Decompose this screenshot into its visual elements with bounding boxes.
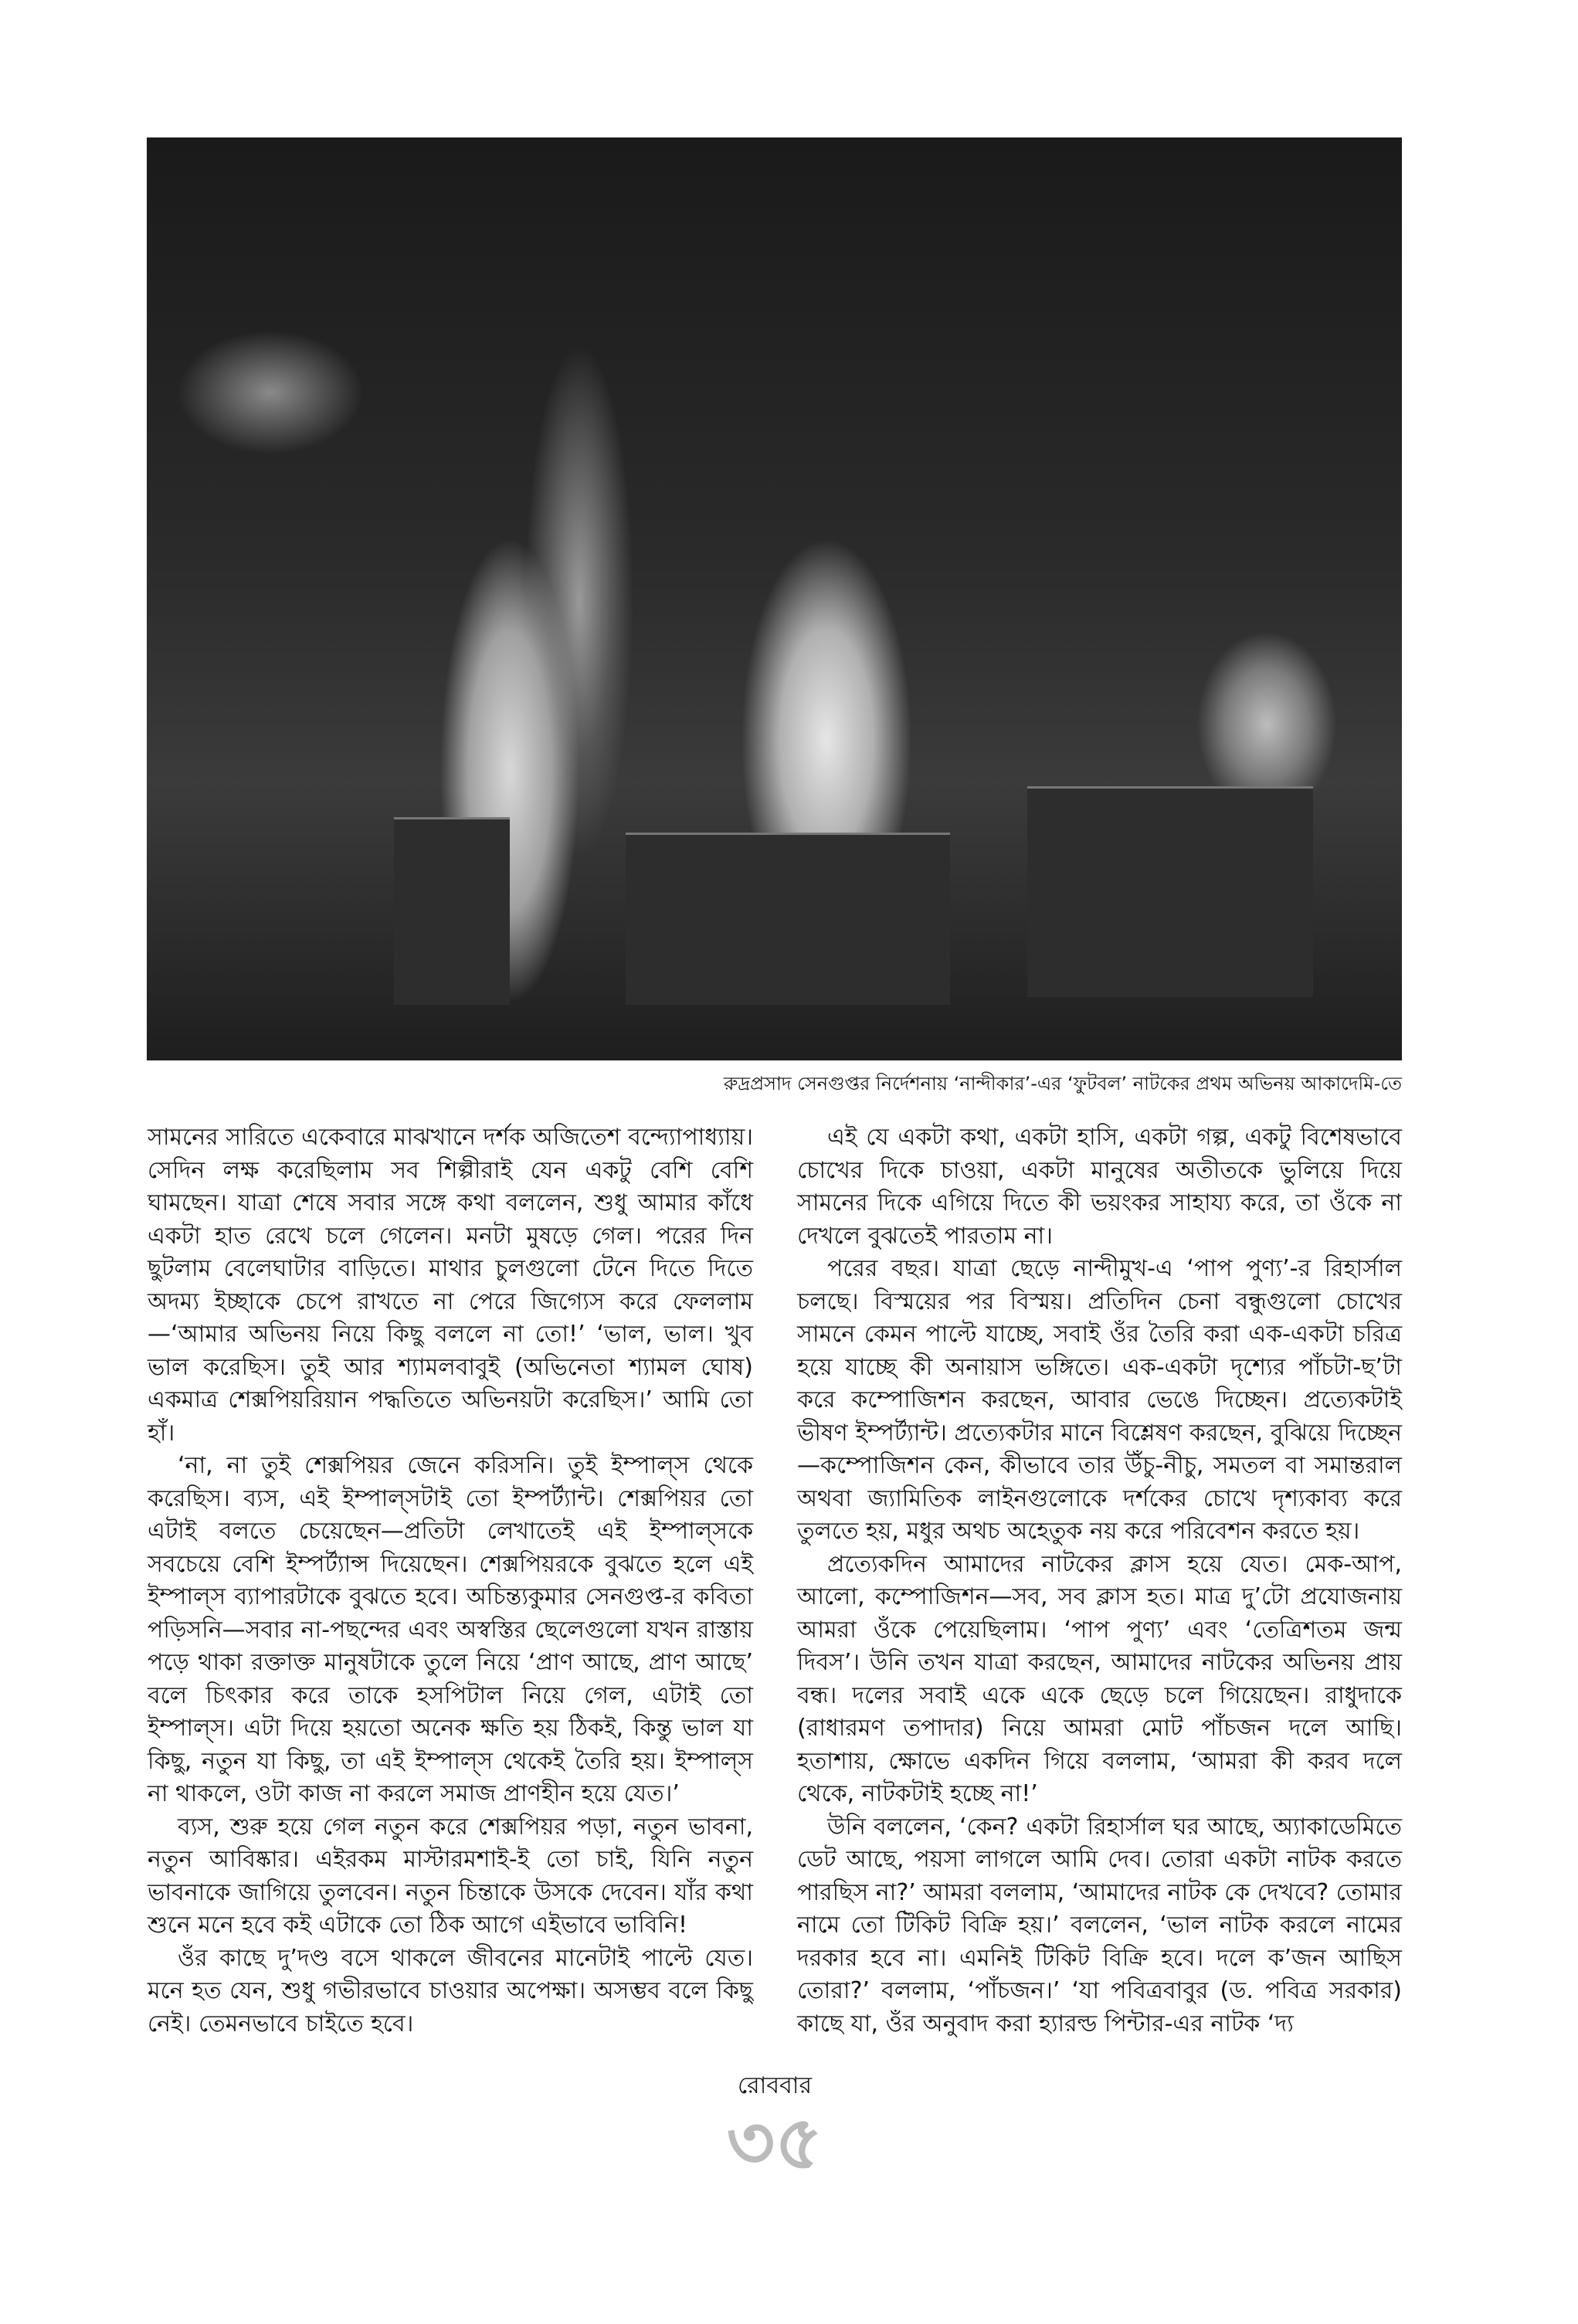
page-number: ৩৫: [726, 2099, 823, 2186]
stage-block: [1027, 786, 1313, 997]
article-columns: [148, 1121, 1402, 2041]
stage-photo: [147, 137, 1402, 1060]
paragraph: এই যে একটা কথা, একটা হাসি, একটা গল্প, একটু বিশেষভাবে চোখের দিকে চাওয়া, একটা মানুষের অতীতকে ভুলিয়ে দিয়ে সামনের দিকে এগিয়ে দিতে কী ভয়ংকর সাহায্য করে, তা ওঁকে না দেখলে বুঝতেই পারতাম না।: [797, 1124, 1402, 1250]
paragraph: ওঁর কাছে দু’দণ্ড বসে থাকলে জীবনের মানেটাই পাল্টে যেত। মনে হত যেন, শুধু গভীরভাবে চাওয়ার অপেক্ষা। অসম্ভব বলে কিছু নেই। তেমনভাবে চাইতে হবে।: [148, 1944, 753, 2037]
article-body: [148, 1121, 1402, 2213]
paragraph: সামনের সারিতে একেবারে মাঝখানে দর্শক অজিতেশ বন্দ্যোপাধ্যায়। সেদিন লক্ষ করেছিলাম সব শিল্পীরাই যেন একটু বেশি বেশি ঘামছেন। যাত্রা শেষে সবার সঙ্গে কথা বললেন, শুধু আমার কাঁধে একটা হাত রেখে চলে গেলেন। মনটা মুষড়ে গেল। পরের দিন ছুটলাম বেলেঘাটার বাড়িতে। মাথার চুলগুলো টেনে দিতে দিতে অদম্য ইচ্ছাকে চেপে রাখতে না পেরে জিগ্যেস করে ফেললাম—‘আমার অভিনয় নিয়ে কিছু বললে না তো!’ ‘ভাল, ভাল। খুব ভাল করেছিস। তুই আর শ্যামলবাবুই (অভিনেতা শ্যামল ঘোষ) একমাত্র শেক্সপিয়রিয়ান পদ্ধতিতে অভিনয়টা করেছিস।’ আমি তো হাঁ।: [148, 1124, 753, 1447]
paragraph: উনি বললেন, ‘কেন? একটা রিহার্সাল ঘর আছে, অ্যাকাডেমিতে ডেট আছে, পয়সা লাগলে আমি দেব। তোরা একটা নাটক করতে পারছিস না?’ আমরা বললাম, ‘আমাদের নাটক কে দেখবে? তোমার নামে তো টিকিট বিক্রি হয়।’ বললেন, ‘ভাল নাটক করলে নামের দরকার হবে না। এমনিই টিকিট বিক্রি হবে। দলে ক’জন আছিস তোরা?’ বললাম, ‘পাঁচজন।’ ‘যা পবিত্রবাবুর (ড. পবিত্র সরকার) কাছে যা, ওঁর অনুবাদ করা হ্যারল্ড পিন্টার-এর নাটক ‘দ্য: [797, 1813, 1402, 2037]
article-column-left: [148, 1121, 753, 2041]
paragraph: প্রত্যেকদিন আমাদের নাটকের ক্লাস হয়ে যেত। মেক-আপ, আলো, কম্পোজিশন—সব, সব ক্লাস হত। মাত্র দু’টো প্রযোজনায় আমরা ওঁকে পেয়েছিলাম। ‘পাপ পুণ্য’ এবং ‘তেত্রিশতম জন্ম দিবস’। উনি তখন যাত্রা করছেন, আমাদের নাটকের অভিনয় প্রায় বন্ধ। দলের সবাই একে একে ছেড়ে চলে গিয়েছেন। রাধুদাকে (রাধারমণ তপাদার) নিয়ে আমরা মোট পাঁচজন দলে আছি। হতাশায়, ক্ষোভে একদিন গিয়ে বললাম, ‘আমরা কী করব দলে থেকে, নাটকটাই হচ্ছে না!’: [797, 1550, 1403, 1807]
magazine-name: রোববার: [738, 2072, 812, 2099]
article-column-right: [797, 1121, 1402, 2041]
paragraph: ‘না, না তুই শেক্সপিয়র জেনে করিসনি। তুই ইম্পাল্‌স থেকে করেছিস। ব্যস, এই ইম্পাল্‌সটাই তো ইম্পর্ট্যান্ট। শেক্সপিয়র তো এটাই বলতে চেয়েছেন—প্রতিটা লেখাতেই এই ইম্পাল্‌সকে সবচেয়ে বেশি ইম্পর্ট্যান্স দিয়েছেন। শেক্সপিয়রকে বুঝতে হলে এই ইম্পাল্‌স ব্যাপারটাকে বুঝতে হবে। অচিন্ত্যকুমার সেনগুপ্ত-র কবিতা পড়িসনি—সবার না-পছন্দের এবং অস্বস্তির ছেলেগুলো যখন রাস্তায় পড়ে থাকা রক্তাক্ত মানুষটাকে তুলে নিয়ে ‘প্রাণ আছে, প্রাণ আছে’ বলে চিৎকার করে তাকে হসপিটাল নিয়ে গেল, এটাই তো ইম্পাল্‌স। এটা দিয়ে হয়তো অনেক ক্ষতি হয় ঠিকই, কিন্তু ভাল যা কিছু, নতুন যা কিছু, তা এই ইম্পাল্‌স থেকেই তৈরি হয়। ইম্পাল্‌স না থাকলে, ওটা কাজ না করলে সমাজ প্রাণহীন হয়ে যেত।’: [148, 1452, 753, 1807]
paragraph: পরের বছর। যাত্রা ছেড়ে নান্দীমুখ-এ ‘পাপ পুণ্য’-র রিহার্সাল চলছে। বিস্ময়ের পর বিস্ময়। প্রতিদিন চেনা বন্ধুগুলো চোখের সামনে কেমন পাল্টে যাচ্ছে, সবাই ওঁর তৈরি করা এক-একটা চরিত্র হয়ে যাচ্ছে কী অনায়াস ভঙ্গিতে। এক-একটা দৃশ্যের পাঁচটা-ছ’টা করে কম্পোজিশন করছেন, আবার ভেঙে দিচ্ছেন। প্রত্যেকটাই ভীষণ ইম্পর্ট্যান্ট। প্রত্যেকটার মানে বিশ্লেষণ করছেন, বুঝিয়ে দিচ্ছেন—কম্পোজিশন কেন, কীভাবে তার উঁচু-নীচু, সমতল বা সমান্তরাল অথবা জ্যামিতিক লাইনগুলোকে দর্শকের চোখে দৃশ্যকাব্য করে তুলতে হয়, মধুর অথচ অহেতুক নয় করে পরিবেশন করতে হয়।: [797, 1255, 1402, 1545]
stage-block: [626, 833, 950, 1005]
photo-caption: রুদ্রপ্রসাদ সেনগুপ্তর নির্দেশনায় ‘নান্দীকার’-এর ‘ফুটবল’ নাটকের প্রথম অভিনয় আকাদেমি-তে: [723, 1073, 1402, 1094]
stage-block: [394, 817, 510, 1005]
paragraph: ব্যস, শুরু হয়ে গেল নতুন করে শেক্সপিয়র পড়া, নতুন ভাবনা, নতুন আবিষ্কার। এইরকম মাস্টারমশাই-ই তো চাই, যিনি নতুন ভাবনাকে জাগিয়ে তুলবেন। নতুন চিন্তাকে উসকে দেবেন। যাঁর কথা শুনে মনে হবে কই এটাকে তো ঠিক আগে এইভাবে ভাবিনি!: [148, 1813, 753, 1939]
